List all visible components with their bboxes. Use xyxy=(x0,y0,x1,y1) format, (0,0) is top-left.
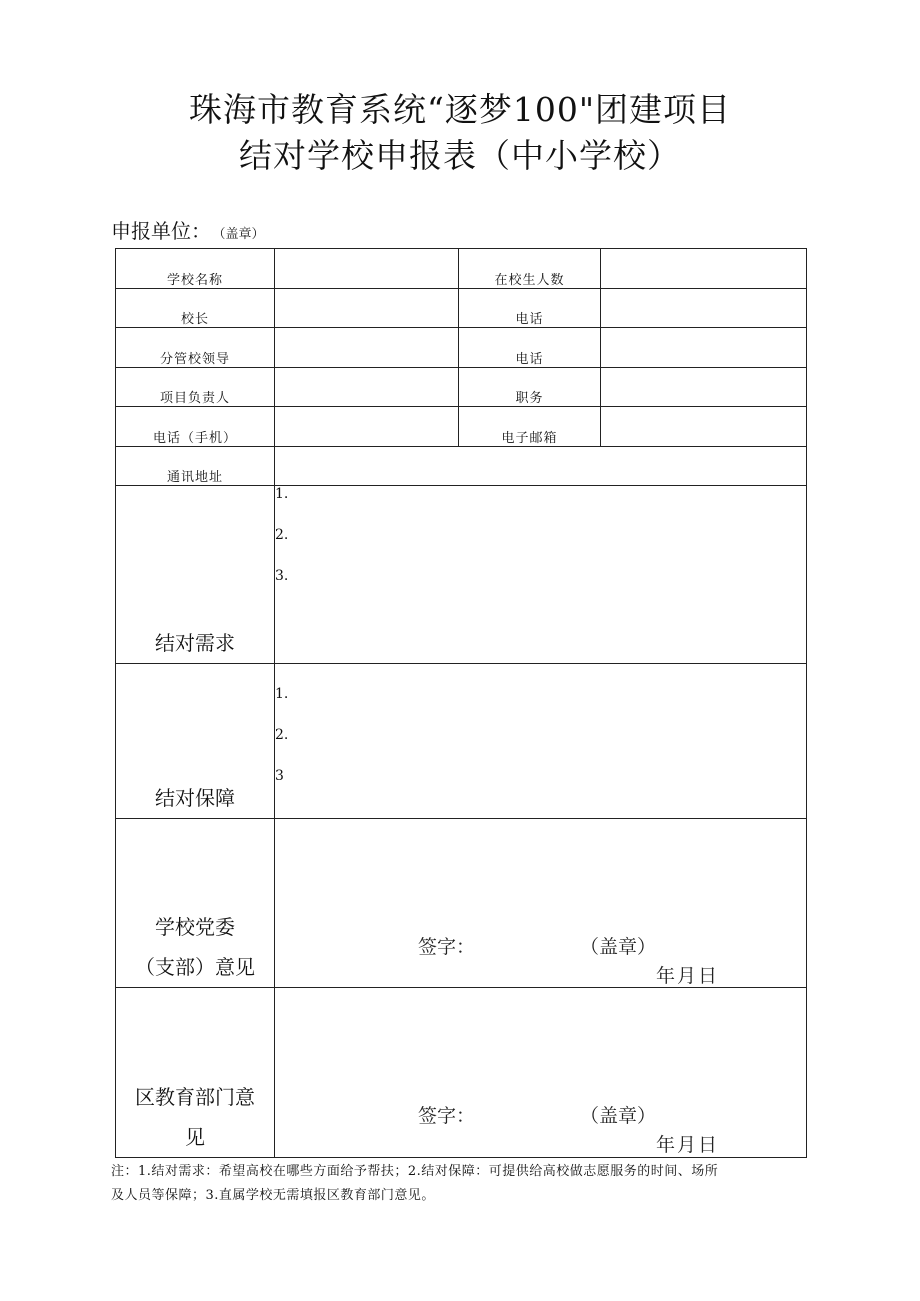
needs-label: 结对需求 xyxy=(116,486,275,664)
application-form-table xyxy=(115,248,807,1158)
principal-phone-field[interactable] xyxy=(601,289,807,328)
district-opinion-label-line2: 见 xyxy=(185,1125,205,1149)
guarantee-item-2: 2. xyxy=(275,727,289,743)
leader-label: 分管校领导 xyxy=(116,328,275,368)
form-title-line2: 结对学校申报表（中小学校） xyxy=(239,136,681,175)
position-field[interactable] xyxy=(601,368,807,407)
position-label: 职务 xyxy=(459,368,601,407)
party-opinion-label xyxy=(116,819,275,988)
district-opinion-label xyxy=(116,988,275,1158)
leader-phone-label: 电话 xyxy=(459,328,601,368)
needs-field[interactable] xyxy=(275,486,807,664)
leader-phone-field[interactable] xyxy=(601,328,807,368)
party-date-label: 年月日 xyxy=(656,965,720,987)
mobile-field[interactable] xyxy=(275,407,459,447)
footnote-line2: 及人员等保障；3.直属学校无需填报区教育部门意见。 xyxy=(111,1188,435,1203)
school-name-label: 学校名称 xyxy=(116,249,275,289)
needs-item-3: 3. xyxy=(275,568,289,584)
guarantee-field[interactable] xyxy=(275,664,807,819)
guarantee-item-3: 3 xyxy=(275,768,284,784)
footnote xyxy=(111,1160,811,1208)
district-sign-label: 签字： xyxy=(418,1105,476,1127)
party-sign-label: 签字： xyxy=(418,936,476,958)
district-opinion-label-line1: 区教育部门意 xyxy=(135,1085,255,1109)
needs-item-1: 1. xyxy=(275,486,289,502)
party-seal-label: （盖章） xyxy=(580,936,657,958)
guarantee-label: 结对保障 xyxy=(116,664,275,819)
project-lead-field[interactable] xyxy=(275,368,459,407)
applicant-unit xyxy=(111,215,265,244)
mobile-label: 电话（手机） xyxy=(116,407,275,447)
principal-phone-label: 电话 xyxy=(459,289,601,328)
student-count-label: 在校生人数 xyxy=(459,249,601,289)
address-label: 通讯地址 xyxy=(116,447,275,486)
footnote-line1: 注：1.结对需求：希望高校在哪些方面给予帮扶；2.结对保障：可提供给高校做志愿服务的时间、场所 xyxy=(111,1164,719,1179)
district-date-label: 年月日 xyxy=(656,1134,720,1156)
leader-field[interactable] xyxy=(275,328,459,368)
needs-item-2: 2. xyxy=(275,527,289,543)
form-title-line1: 珠海市教育系统“逐梦100"团建项目 xyxy=(188,90,732,129)
email-field[interactable] xyxy=(601,407,807,447)
principal-label: 校长 xyxy=(116,289,275,328)
project-lead-label: 项目负责人 xyxy=(116,368,275,407)
principal-field[interactable] xyxy=(275,289,459,328)
email-label: 电子邮箱 xyxy=(459,407,601,447)
school-name-field[interactable] xyxy=(275,249,459,289)
district-seal-label: （盖章） xyxy=(580,1105,657,1127)
address-field[interactable] xyxy=(275,447,807,486)
applicant-unit-stamp-note: （盖章） xyxy=(219,227,265,242)
party-opinion-label-line2: （支部）意见 xyxy=(135,955,255,979)
applicant-unit-label: 申报单位： xyxy=(111,219,211,243)
party-opinion-label-line1: 学校党委 xyxy=(155,915,235,939)
guarantee-item-1: 1. xyxy=(275,686,289,702)
party-opinion-field[interactable] xyxy=(275,819,807,988)
student-count-field[interactable] xyxy=(601,249,807,289)
district-opinion-field[interactable] xyxy=(275,988,807,1158)
